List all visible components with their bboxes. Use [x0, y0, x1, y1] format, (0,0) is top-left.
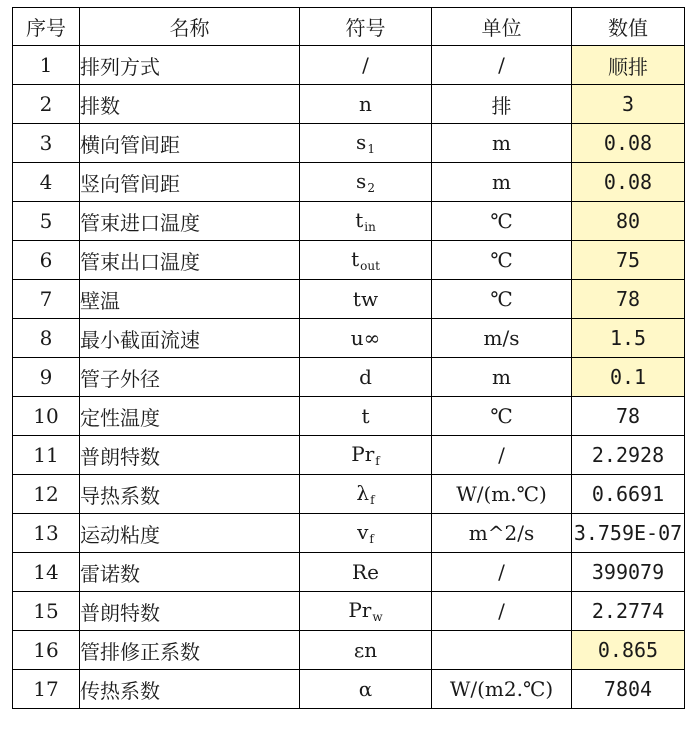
row-index: 15 [13, 592, 80, 631]
computed-value-cell: 0.6691 [572, 475, 685, 514]
table-row [13, 280, 685, 319]
symbol-main: v [357, 520, 369, 544]
table-header-row [13, 8, 685, 46]
input-value-cell[interactable]: 80 [572, 202, 685, 241]
computed-value-cell: 2.2928 [572, 436, 685, 475]
row-index: 6 [13, 241, 80, 280]
row-unit: / [432, 436, 572, 475]
header-symbol: 符号 [300, 8, 432, 46]
row-symbol [300, 241, 432, 280]
row-unit: ℃ [432, 202, 572, 241]
header-unit: 单位 [432, 8, 572, 46]
row-index: 14 [13, 553, 80, 592]
symbol-main: d [359, 365, 372, 389]
row-name: 普朗特数 [80, 436, 300, 475]
row-index: 13 [13, 514, 80, 553]
parameter-table-container [12, 7, 685, 709]
row-index: 8 [13, 319, 80, 358]
symbol-subscript: f [370, 493, 375, 507]
row-name: 传热系数 [80, 670, 300, 709]
row-unit: ℃ [432, 397, 572, 436]
row-symbol [300, 163, 432, 202]
symbol-subscript: w [372, 610, 383, 624]
input-value-cell[interactable]: 顺排 [572, 46, 685, 85]
table-row [13, 85, 685, 124]
row-index: 9 [13, 358, 80, 397]
table-row [13, 397, 685, 436]
row-name: 管排修正系数 [80, 631, 300, 670]
row-symbol [300, 592, 432, 631]
row-name: 运动粘度 [80, 514, 300, 553]
row-unit: 排 [432, 85, 572, 124]
row-symbol [300, 280, 432, 319]
header-name: 名称 [80, 8, 300, 46]
row-unit [432, 631, 572, 670]
row-index: 17 [13, 670, 80, 709]
header-index: 序号 [13, 8, 80, 46]
row-unit: m [432, 358, 572, 397]
row-name: 导热系数 [80, 475, 300, 514]
row-index: 11 [13, 436, 80, 475]
row-symbol [300, 475, 432, 514]
row-unit: m [432, 124, 572, 163]
row-index: 7 [13, 280, 80, 319]
symbol-main: Pr [351, 442, 375, 466]
header-value: 数值 [572, 8, 685, 46]
row-index: 10 [13, 397, 80, 436]
symbol-subscript: f [375, 454, 380, 468]
row-name: 壁温 [80, 280, 300, 319]
symbol-main: Re [352, 560, 379, 584]
computed-value-cell: 399079 [572, 553, 685, 592]
table-row [13, 592, 685, 631]
table-row [13, 202, 685, 241]
row-unit: ℃ [432, 280, 572, 319]
table-row [13, 163, 685, 202]
computed-value-cell: 78 [572, 397, 685, 436]
row-symbol [300, 397, 432, 436]
row-unit: / [432, 553, 572, 592]
row-unit: ℃ [432, 241, 572, 280]
symbol-main: u∞ [350, 326, 381, 350]
table-row [13, 436, 685, 475]
parameter-table [12, 7, 685, 709]
symbol-subscript: 2 [367, 181, 375, 195]
row-name: 最小截面流速 [80, 319, 300, 358]
input-value-cell[interactable]: 0.1 [572, 358, 685, 397]
row-index: 4 [13, 163, 80, 202]
table-row [13, 319, 685, 358]
symbol-main: s [356, 130, 367, 154]
row-symbol [300, 670, 432, 709]
row-name: 横向管间距 [80, 124, 300, 163]
row-symbol [300, 319, 432, 358]
row-name: 雷诺数 [80, 553, 300, 592]
symbol-main: s [356, 169, 367, 193]
row-symbol [300, 46, 432, 85]
symbol-main: t [355, 208, 364, 232]
row-unit: / [432, 592, 572, 631]
input-value-cell[interactable]: 78 [572, 280, 685, 319]
table-row [13, 241, 685, 280]
row-unit: m [432, 163, 572, 202]
table-row [13, 46, 685, 85]
row-unit: W/(m.℃) [432, 475, 572, 514]
row-unit: / [432, 46, 572, 85]
row-name: 普朗特数 [80, 592, 300, 631]
row-name: 管束出口温度 [80, 241, 300, 280]
row-unit: m^2/s [432, 514, 572, 553]
row-name: 管子外径 [80, 358, 300, 397]
row-index: 5 [13, 202, 80, 241]
table-row [13, 475, 685, 514]
row-symbol [300, 553, 432, 592]
symbol-main: εn [353, 638, 378, 662]
symbol-subscript: in [364, 220, 376, 234]
row-index: 3 [13, 124, 80, 163]
row-symbol [300, 202, 432, 241]
row-name: 排数 [80, 85, 300, 124]
computed-value-cell: 2.2774 [572, 592, 685, 631]
row-name: 排列方式 [80, 46, 300, 85]
input-value-cell[interactable]: 0.08 [572, 124, 685, 163]
symbol-main: tw [352, 287, 379, 311]
input-value-cell[interactable]: 75 [572, 241, 685, 280]
table-row [13, 553, 685, 592]
row-symbol [300, 124, 432, 163]
table-row [13, 358, 685, 397]
symbol-main: Pr [348, 598, 372, 622]
row-symbol [300, 85, 432, 124]
row-name: 定性温度 [80, 397, 300, 436]
input-value-cell[interactable]: 0.08 [572, 163, 685, 202]
symbol-subscript: f [369, 532, 374, 546]
symbol-main: t [361, 404, 370, 428]
table-row [13, 670, 685, 709]
row-index: 2 [13, 85, 80, 124]
input-value-cell[interactable]: 3 [572, 85, 685, 124]
row-symbol [300, 436, 432, 475]
row-symbol [300, 358, 432, 397]
row-name: 管束进口温度 [80, 202, 300, 241]
computed-value-cell: 7804 [572, 670, 685, 709]
row-name: 竖向管间距 [80, 163, 300, 202]
table-row [13, 124, 685, 163]
row-unit: m/s [432, 319, 572, 358]
row-symbol [300, 631, 432, 670]
row-index: 12 [13, 475, 80, 514]
symbol-subscript: 1 [367, 142, 375, 156]
input-value-cell[interactable]: 0.865 [572, 631, 685, 670]
symbol-subscript: out [360, 259, 380, 273]
symbol-main: λ [356, 481, 370, 505]
table-row [13, 631, 685, 670]
row-index: 16 [13, 631, 80, 670]
symbol-main: / [362, 53, 369, 77]
row-symbol [300, 514, 432, 553]
computed-value-cell: 3.759E-07 [572, 514, 685, 553]
table-row [13, 514, 685, 553]
row-unit: W/(m2.℃) [432, 670, 572, 709]
row-index: 1 [13, 46, 80, 85]
symbol-main: α [358, 677, 373, 701]
input-value-cell[interactable]: 1.5 [572, 319, 685, 358]
symbol-main: t [351, 247, 360, 271]
symbol-main: n [359, 92, 372, 116]
